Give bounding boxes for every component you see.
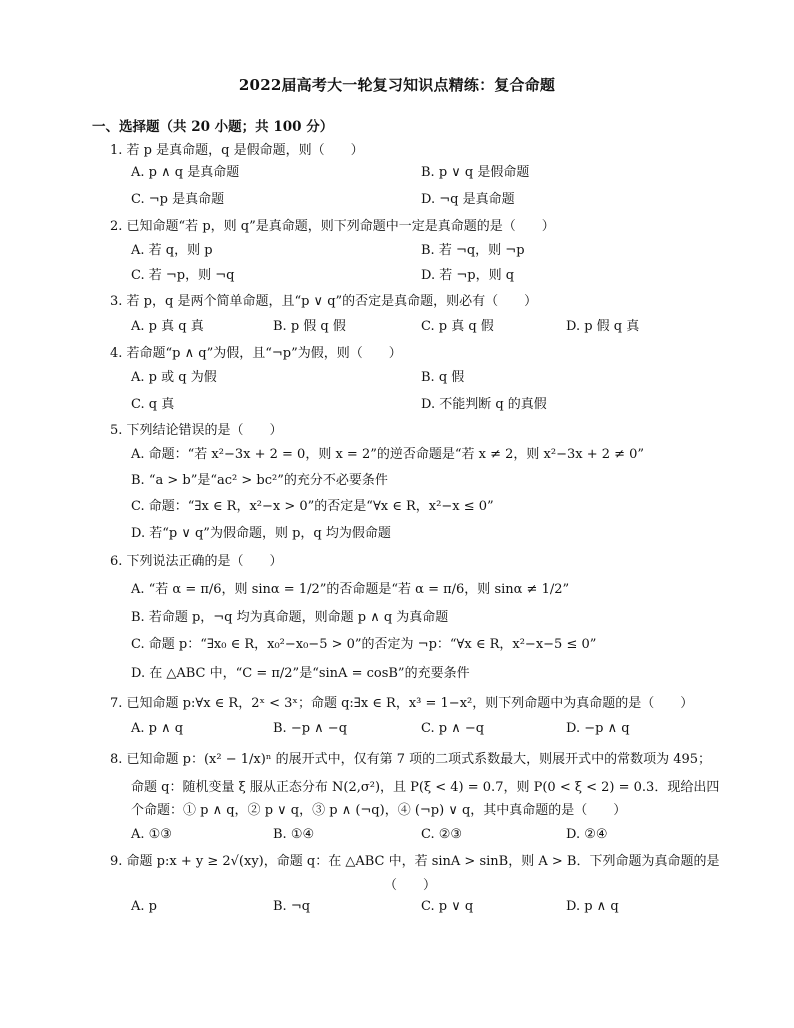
q7-option-c[interactable]: C. p ∧ −q	[421, 721, 485, 736]
q4-option-c[interactable]: C. q 真	[131, 397, 175, 412]
q3-option-d[interactable]: D. p 假 q 真	[566, 319, 640, 334]
q1-option-c[interactable]: C. ¬p 是真命题	[131, 192, 225, 207]
q1-option-d[interactable]: D. ¬q 是真命题	[421, 192, 515, 207]
q2-option-c[interactable]: C. 若 ¬p，则 ¬q	[131, 268, 235, 283]
question-8-line-3: 个命题：① p ∧ q，② p ∨ q，③ p ∧ (¬q)，④ (¬p) ∨ q，其中真命题的是（ ）	[131, 803, 627, 818]
question-3-stem: 3. 若 p，q 是两个简单命题，且“p ∨ q”的否定是真命题，则必有（ ）	[110, 294, 538, 309]
q7-option-d[interactable]: D. −p ∧ q	[566, 721, 630, 736]
question-1-stem: 1. 若 p 是真命题，q 是假命题，则（ ）	[110, 143, 364, 158]
q3-option-b[interactable]: B. p 假 q 假	[273, 319, 346, 334]
question-8-line-2: 命题 q：随机变量 ξ 服从正态分布 N(2,σ²)，且 P(ξ < 4) = 0.7，则 P(0 < ξ < 2) = 0.3．现给出四	[131, 780, 720, 795]
question-6-stem: 6. 下列说法正确的是（ ）	[110, 554, 283, 569]
q8-option-d[interactable]: D. ②④	[566, 827, 608, 842]
q8-option-b[interactable]: B. ①④	[273, 827, 315, 842]
q2-option-b[interactable]: B. 若 ¬q，则 ¬p	[421, 243, 525, 258]
q6-option-a[interactable]: A. “若 α = π/6，则 sinα = 1/2”的否命题是“若 α = π/6，则 sinα ≠ 1/2”	[131, 582, 570, 597]
question-5-stem: 5. 下列结论错误的是（ ）	[110, 423, 283, 438]
question-8-stem: 8. 已知命题 p：(x² − 1/x)ⁿ 的展开式中，仅有第 7 项的二项式系数最大，则展开式中的常数项为 495；	[110, 752, 712, 767]
q5-option-a[interactable]: A. 命题：“若 x²−3x + 2 = 0，则 x = 2”的逆否命题是“若 x ≠ 2，则 x²−3x + 2 ≠ 0”	[131, 447, 645, 462]
q7-option-b[interactable]: B. −p ∧ −q	[273, 721, 348, 736]
q9-option-a[interactable]: A. p	[131, 899, 157, 914]
q2-option-d[interactable]: D. 若 ¬p，则 q	[421, 268, 515, 283]
q4-option-d[interactable]: D. 不能判断 q 的真假	[421, 397, 547, 412]
q3-option-c[interactable]: C. p 真 q 假	[421, 319, 494, 334]
q3-option-a[interactable]: A. p 真 q 真	[131, 319, 204, 334]
question-2-stem: 2. 已知命题“若 p，则 q”是真命题，则下列命题中一定是真命题的是（ ）	[110, 219, 555, 234]
q8-option-a[interactable]: A. ①③	[131, 827, 172, 842]
q1-option-b[interactable]: B. p ∨ q 是假命题	[421, 165, 530, 180]
q6-option-c[interactable]: C. 命题 p：“∃x₀ ∈ R，x₀²−x₀−5 > 0”的否定为 ¬p：“∀x ∈ R，x²−x−5 ≤ 0”	[131, 637, 597, 652]
q6-option-b[interactable]: B. 若命题 p，¬q 均为真命题，则命题 p ∧ q 为真命题	[131, 610, 449, 625]
q4-option-b[interactable]: B. q 假	[421, 370, 465, 385]
q6-option-d[interactable]: D. 在 △ABC 中，“C = π/2”是“sinA = cosB”的充要条件	[131, 666, 470, 681]
q5-option-d[interactable]: D. 若“p ∨ q”为假命题，则 p，q 均为假命题	[131, 526, 391, 541]
page-title: 2022届高考大一轮复习知识点精练：复合命题	[238, 76, 556, 94]
q5-option-b[interactable]: B. “a > b”是“ac² > bc²”的充分不必要条件	[131, 473, 388, 488]
q4-option-a[interactable]: A. p 或 q 为假	[131, 370, 217, 385]
question-4-stem: 4. 若命题“p ∧ q”为假，且“¬p”为假，则（ ）	[110, 346, 402, 361]
question-9-answer-blank: （ ）	[383, 878, 436, 893]
q7-option-a[interactable]: A. p ∧ q	[131, 721, 184, 736]
section-heading: 一、选择题（共 20 小题；共 100 分）	[92, 119, 334, 135]
question-9-stem: 9. 命题 p:x + y ≥ 2√(xy)，命题 q：在 △ABC 中，若 sinA > sinB，则 A > B．下列命题为真命题的是	[110, 854, 720, 869]
q5-option-c[interactable]: C. 命题：“∃x ∈ R，x²−x > 0”的否定是“∀x ∈ R，x²−x ≤ 0”	[131, 499, 494, 514]
q9-option-c[interactable]: C. p ∨ q	[421, 899, 474, 914]
q9-option-b[interactable]: B. ¬q	[273, 899, 311, 914]
q9-option-d[interactable]: D. p ∧ q	[566, 899, 619, 914]
q2-option-a[interactable]: A. 若 q，则 p	[131, 243, 213, 258]
q8-option-c[interactable]: C. ②③	[421, 827, 463, 842]
q1-option-a[interactable]: A. p ∧ q 是真命题	[131, 165, 240, 180]
question-7-stem: 7. 已知命题 p:∀x ∈ R，2ˣ < 3ˣ；命题 q:∃x ∈ R，x³ = 1−x²，则下列命题中为真命题的是（ ）	[110, 696, 694, 711]
